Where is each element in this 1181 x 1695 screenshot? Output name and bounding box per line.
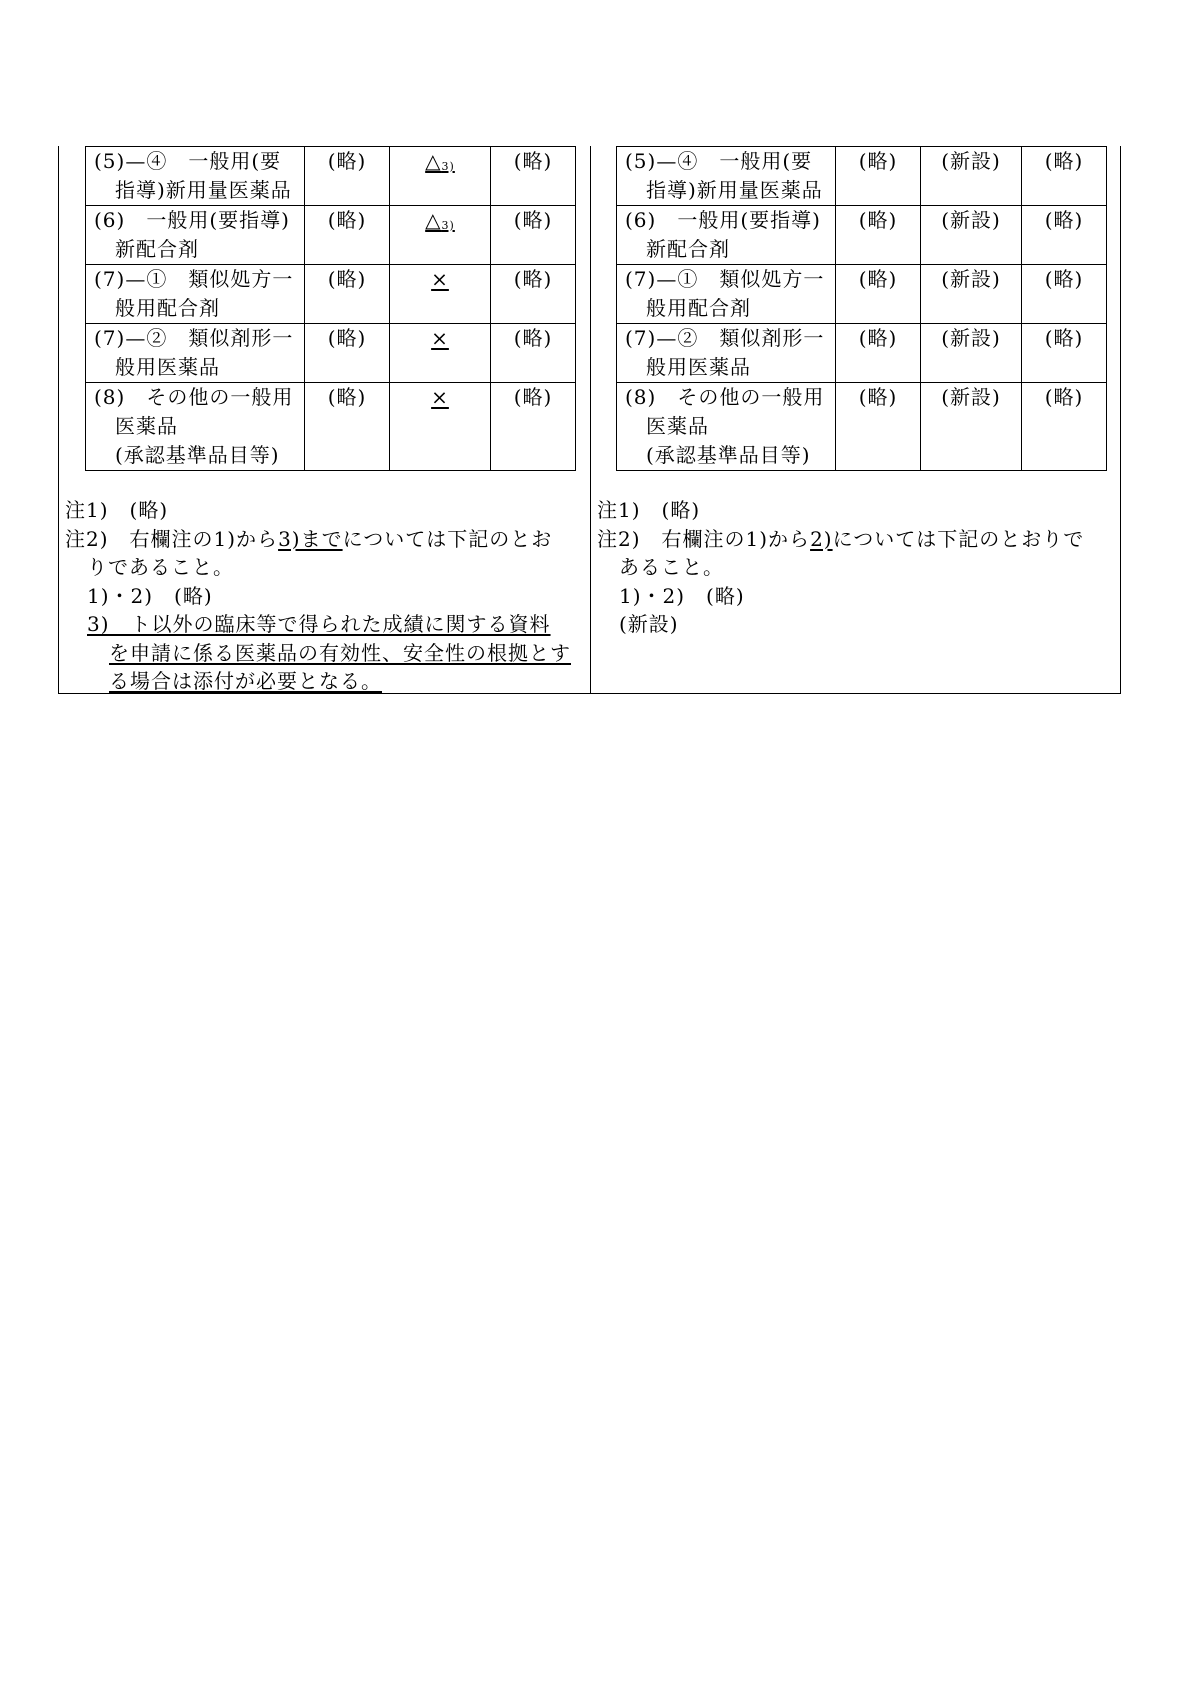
row-label: (7)—② 類似剤形一 般用医薬品 xyxy=(86,324,305,383)
note-sub-3-line3: る場合は添付が必要となる。 xyxy=(109,669,382,693)
cell-value: (新設) xyxy=(921,324,1022,383)
row-label: (8) その他の一般用 医薬品 (承認基準品目等) xyxy=(86,383,305,471)
cell-value: (略) xyxy=(305,383,390,471)
table-row xyxy=(86,265,576,324)
cell-value: (略) xyxy=(1022,324,1107,383)
comparison-table-frame xyxy=(58,146,1121,694)
left-table xyxy=(85,146,576,471)
note-1: 注1) (略) xyxy=(597,498,701,522)
cell-value: (略) xyxy=(836,147,921,206)
row-label: (7)—① 類似処方一 般用配合剤 xyxy=(86,265,305,324)
cell-mark: × xyxy=(390,265,491,324)
cell-value: (略) xyxy=(305,324,390,383)
cell-value: (略) xyxy=(491,206,576,265)
row-label: (5)—④ 一般用(要 指導)新用量医薬品 xyxy=(86,147,305,206)
right-table xyxy=(616,146,1107,471)
table-row xyxy=(86,383,576,471)
row-label: (6) 一般用(要指導) 新配合剤 xyxy=(86,206,305,265)
table-row xyxy=(617,383,1107,471)
note-2: 注2) 右欄注の1)から3)までについては下記のとお xyxy=(65,526,553,551)
note-sub-3-line2: を申請に係る医薬品の有効性、安全性の根拠とす xyxy=(109,640,571,665)
table-row xyxy=(617,206,1107,265)
cell-value: (略) xyxy=(836,324,921,383)
cell-value: (略) xyxy=(836,383,921,471)
note-2: 注2) 右欄注の1)から2)については下記のとおりで xyxy=(597,526,1085,551)
cell-value: (略) xyxy=(1022,147,1107,206)
cell-value: (略) xyxy=(491,265,576,324)
row-label: (7)—① 類似処方一 般用配合剤 xyxy=(617,265,836,324)
row-label: (6) 一般用(要指導) 新配合剤 xyxy=(617,206,836,265)
note-sub-1-2: 1)・2) (略) xyxy=(87,583,213,608)
cell-value: (略) xyxy=(491,147,576,206)
note-sub-3: 3) ト以外の臨床等で得られた成績に関する資料 xyxy=(87,612,551,636)
cell-value: (新設) xyxy=(921,265,1022,324)
table-row xyxy=(617,265,1107,324)
cell-value: (略) xyxy=(1022,206,1107,265)
table-row xyxy=(86,206,576,265)
table-row xyxy=(86,147,576,206)
cell-value: (新設) xyxy=(921,206,1022,265)
cell-value: (略) xyxy=(836,265,921,324)
row-label: (5)—④ 一般用(要 指導)新用量医薬品 xyxy=(617,147,836,206)
cell-value: (略) xyxy=(836,206,921,265)
cell-value: (略) xyxy=(1022,383,1107,471)
cell-value: (略) xyxy=(305,206,390,265)
column-divider xyxy=(590,146,591,693)
cell-value: (略) xyxy=(491,324,576,383)
note-sub-1-2: 1)・2) (略) xyxy=(619,583,745,608)
table-row xyxy=(86,324,576,383)
note-1: 注1) (略) xyxy=(65,498,169,522)
row-label: (7)—② 類似剤形一 般用医薬品 xyxy=(617,324,836,383)
right-notes xyxy=(597,496,1117,639)
cell-mark: $\triangle_{3)}$ xyxy=(390,206,491,265)
note-2-continued: りであること。 xyxy=(87,555,234,579)
cell-mark: × xyxy=(390,383,491,471)
row-label: (8) その他の一般用 医薬品 (承認基準品目等) xyxy=(617,383,836,471)
cell-mark: × xyxy=(390,324,491,383)
note-2-continued: あること。 xyxy=(619,555,724,579)
cell-value: (略) xyxy=(491,383,576,471)
cell-value: (新設) xyxy=(921,383,1022,471)
cell-value: (新設) xyxy=(921,147,1022,206)
cell-value: (略) xyxy=(305,265,390,324)
table-row xyxy=(617,147,1107,206)
cell-value: (略) xyxy=(305,147,390,206)
table-row xyxy=(617,324,1107,383)
cell-value: (略) xyxy=(1022,265,1107,324)
cell-mark: $\triangle_{3)}$ xyxy=(390,147,491,206)
note-sub-3-new: (新設) xyxy=(619,612,679,636)
left-notes xyxy=(65,496,586,696)
